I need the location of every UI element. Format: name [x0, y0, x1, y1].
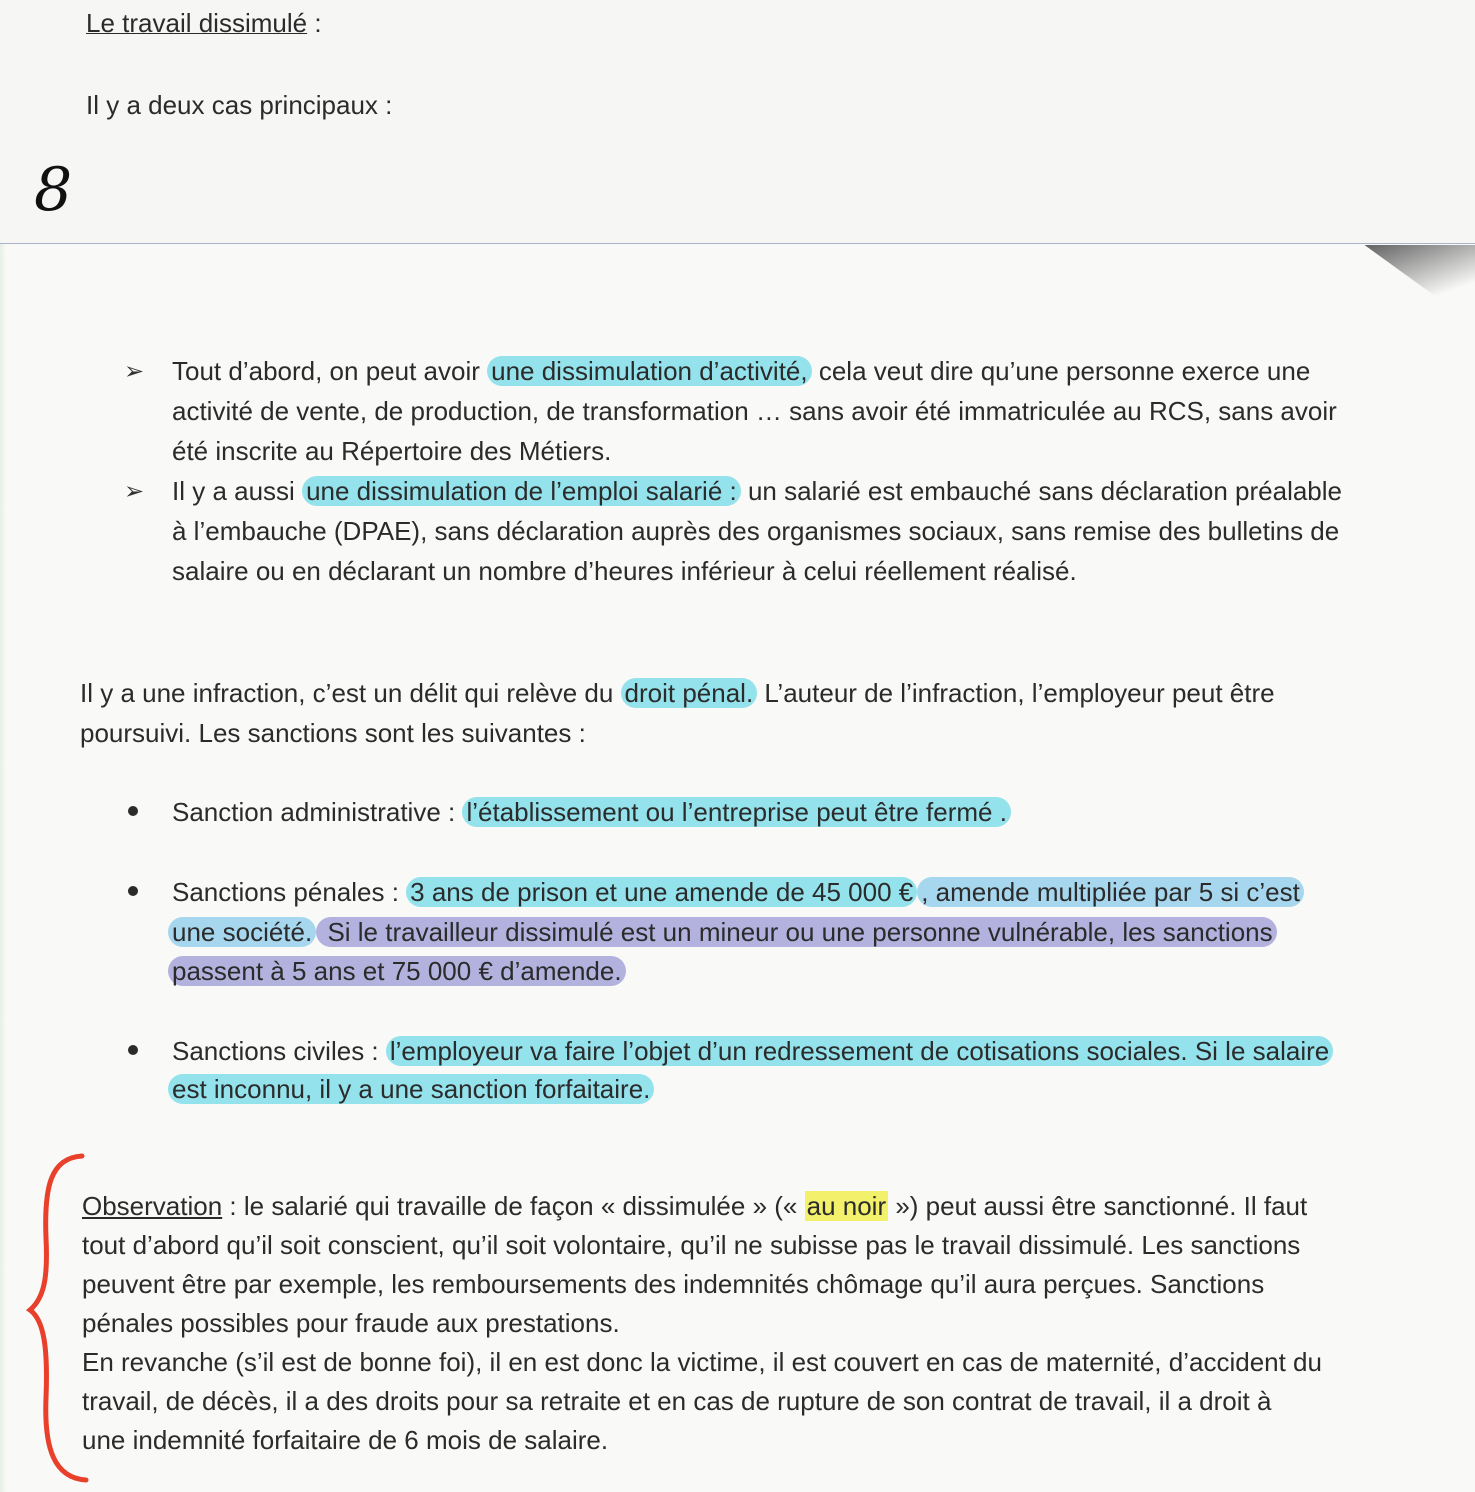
case-1-line-3: été inscrite au Répertoire des Métiers. [172, 436, 612, 466]
case-2-line-1: Il y a aussi une dissimulation de l’emploi salarié : un salarié est embauché sans déclaration préalable [172, 476, 1342, 506]
case-1-line-1: Tout d’abord, on peut avoir une dissimulation d’activité, cela veut dire qu’une personne exerce une [172, 356, 1311, 386]
observation-line-7: une indemnité forfaitaire de 6 mois de salaire. [82, 1425, 609, 1455]
bullet-dot-icon [128, 886, 138, 896]
case-2-line-2: à l’embauche (DPAE), sans déclaration auprès des organismes sociaux, sans remise des bulletins de [172, 516, 1340, 546]
infraction-line-1: Il y a une infraction, c’est un délit qui relève du droit pénal. L’auteur de l’infraction, l’employeur peut être [80, 678, 1275, 708]
sanction-civil-line-1: Sanctions civiles : l’employeur va faire l’objet d’un redressement de cotisations sociales. Si le salaire [172, 1032, 1333, 1071]
arrow-bullet-icon: ➢ [124, 358, 145, 385]
red-brace-annotation [20, 1148, 90, 1488]
case-1-line-2: activité de vente, de production, de transformation … sans avoir été immatriculée au RCS, sans avoir [172, 396, 1337, 426]
page-corner-shadow [1305, 245, 1475, 325]
observation-line-5: En revanche (s’il est de bonne foi), il en est donc la victime, il est couvert en cas de maternité, d’accident du [82, 1347, 1322, 1377]
handwritten-number: 8 [34, 155, 73, 225]
observation-line-1: Observation : le salarié qui travaille de façon « dissimulée » (« au noir ») peut aussi être sanctionné. Il faut [82, 1191, 1308, 1221]
sanction-penal-line-1: Sanctions pénales : 3 ans de prison et une amende de 45 000 € , amende multipliée par 5 si c’est [172, 873, 1304, 912]
sanction-civil-line-2: est inconnu, il y a une sanction forfaitaire. [168, 1070, 654, 1109]
observation-line-3: peuvent être par exemple, les remboursements des indemnités chômage qu’il aura perçues. Sanctions [82, 1269, 1265, 1299]
observation-line-4: pénales possibles pour fraude aux prestations. [82, 1308, 620, 1338]
bullet-dot-icon [128, 1045, 138, 1055]
case-2-line-3: salaire ou en déclarant un nombre d’heures inférieur à celui réellement réalisé. [172, 556, 1077, 586]
sanction-penal-line-3: passent à 5 ans et 75 000 € d’amende. [168, 952, 626, 991]
bullet-dot-icon [128, 806, 138, 816]
sanction-penal-line-2: une société. Si le travailleur dissimulé est un mineur ou une personne vulnérable, les sanctions [168, 913, 1277, 952]
observation-label: Observation [82, 1191, 223, 1221]
intro-text: Il y a deux cas principaux : [86, 90, 393, 120]
infraction-line-2: poursuivi. Les sanctions sont les suivantes : [80, 718, 586, 748]
observation-line-2: tout d’abord qu’il soit conscient, qu’il soit volontaire, qu’il ne subisse pas le travail dissimulé. Les sanctions [82, 1230, 1301, 1260]
observation-line-6: travail, de décès, il a des droits pour sa retraite et en cas de rupture de son contrat de travail, il a droit à [82, 1386, 1272, 1416]
arrow-bullet-icon: ➢ [124, 478, 145, 505]
sanction-administrative: Sanction administrative : l’établissement ou l’entreprise peut être fermé . [172, 793, 1011, 832]
page-title: Le travail dissimulé : [86, 8, 322, 38]
